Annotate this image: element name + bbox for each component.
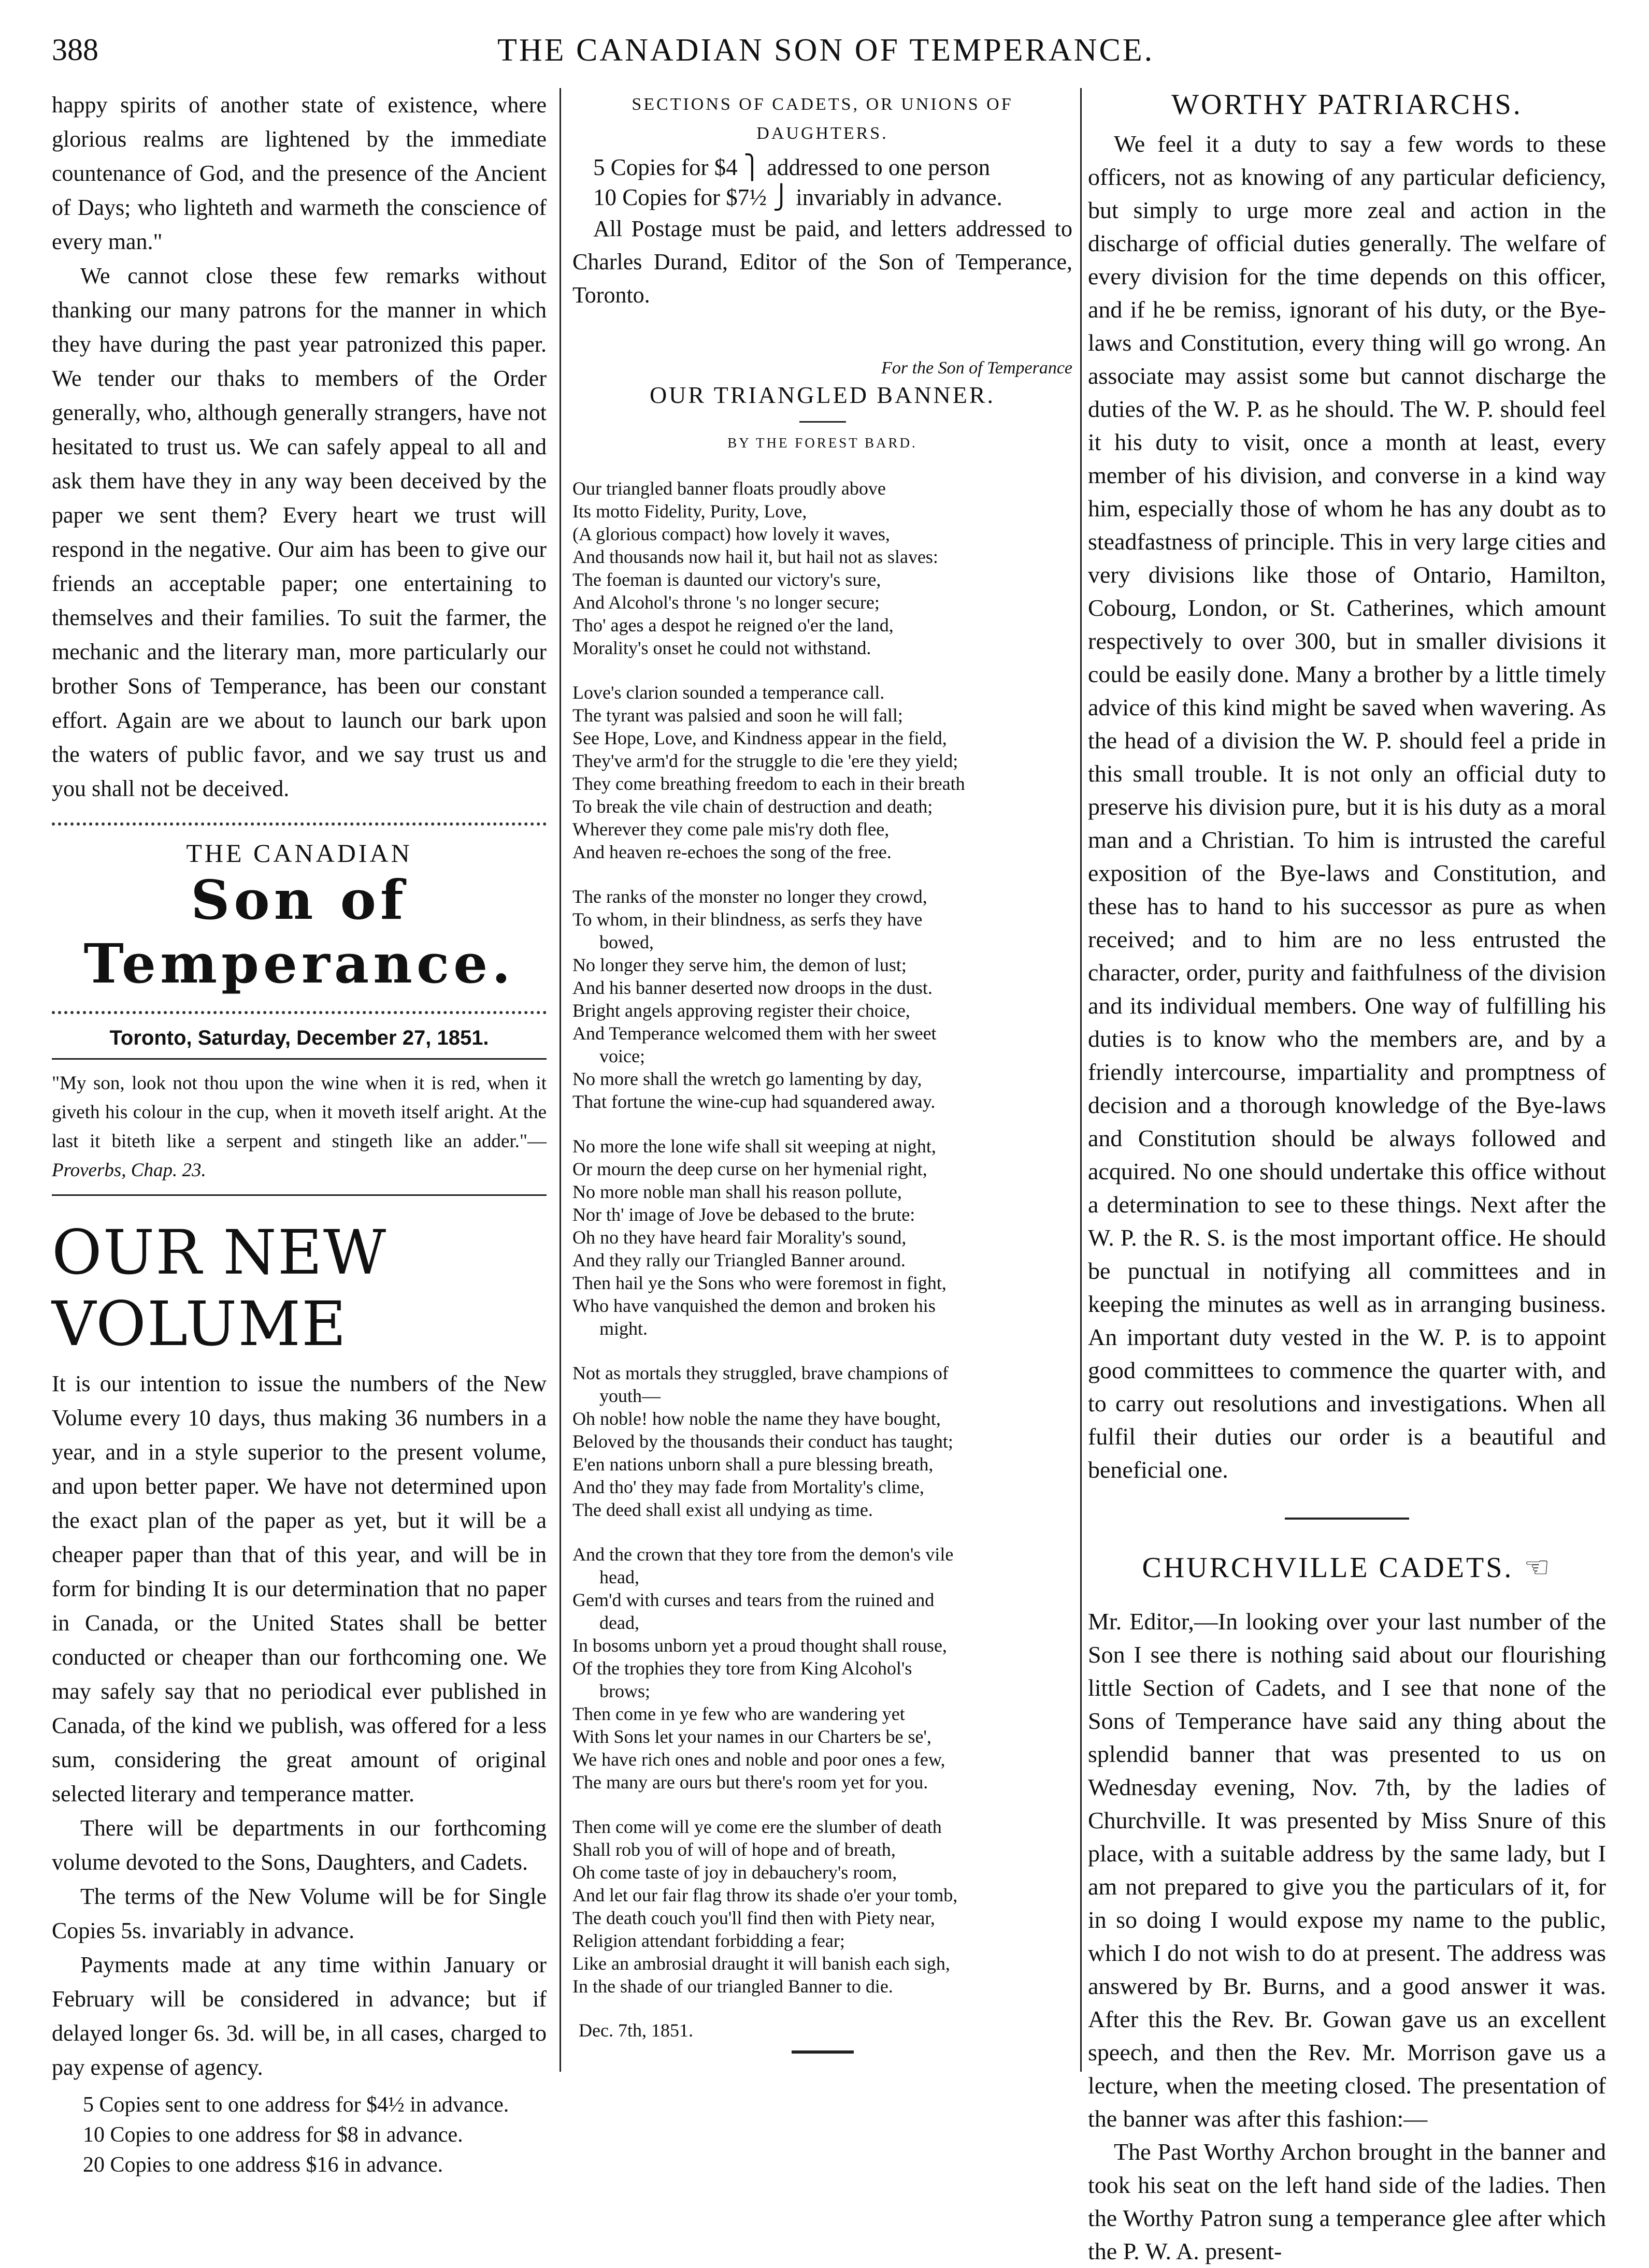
section-divider [1285, 1518, 1409, 1520]
epigraph-source: Proverbs, Chap. 23. [52, 1160, 206, 1181]
poem-body [572, 477, 1072, 1998]
poem-line: That fortune the wine-cup had squandered away. [572, 1091, 936, 1112]
poem-stanza [572, 1362, 1072, 1521]
intro-paragraph-1: happy spirits of another state of existence, where glorious realms are lightened by the immediate countenance of God, and the presence of the Ancient of Days; who lighteth and warmeth the conscience of every man." [52, 92, 547, 254]
poem-line: Of the trophies they tore from King Alcohol's [572, 1658, 912, 1679]
body-paragraph-4: Payments made at any time within January or February will be considered in advance; but if delayed longer 6s. 3d. will be, in all cases, charged to pay expense of agency. [52, 1952, 547, 2080]
rate-item: 5 Copies sent to one address for $4½ in advance. [83, 2093, 509, 2117]
running-title: THE CANADIAN SON OF TEMPERANCE. [497, 33, 1155, 68]
poem-stanza [572, 1135, 1072, 1340]
section-title-worthy-patriarchs: WORTHY PATRIARCHS. [1171, 89, 1523, 121]
poem-line: And Alcohol's throne 's no longer secure; [572, 592, 880, 613]
poem-line: E'en nations unborn shall a pure blessing breath, [572, 1454, 934, 1475]
masthead-title: Son of Temperance. [83, 868, 515, 995]
poem-line: Wherever they come pale mis'ry doth flee, [572, 819, 890, 840]
poem-line: Then come will ye come ere the slumber of death [572, 1816, 942, 1837]
headline: OUR NEW VOLUME [52, 1217, 388, 1360]
poem-line: Oh noble! how noble the name they have bought, [572, 1408, 941, 1429]
poem-line: Religion attendant forbidding a fear; [572, 1930, 845, 1951]
poem-line: No longer they serve him, the demon of lust; [572, 955, 907, 975]
column-1 [52, 88, 547, 2177]
poem-line: Like an ambrosial draught it will banish each sigh, [572, 1953, 950, 1974]
poem-line: And tho' they may fade from Mortality's clime, [572, 1477, 924, 1497]
poem-line: Shall rob you of will of hope and of breath, [572, 1839, 896, 1860]
dateline: Toronto, Saturday, December 27, 1851. [109, 1027, 489, 1049]
poem-stanza [572, 477, 1072, 659]
poem-line: And his banner deserted now droops in the dust. [572, 977, 933, 998]
poem-date: Dec. 7th, 1851. [579, 2020, 693, 2041]
poem-line: Who have vanquished the demon and broken his [572, 1295, 936, 1316]
poem-line: And Temperance welcomed them with her sweet [572, 1023, 937, 1044]
intro-paragraph-2: We cannot close these few remarks without thanking our many patrons for the manner in which they have during the past year patronized this paper. We tender our thaks to members of the Order generally, who, although generally strangers, have not hesitated to trust us. We can safely appeal to all and ask them have they in any way been deceived by the paper we sent them? Every heart we trust will respond in the negative. Our aim has been to give our friends an acceptable paper; one entertaining to themselves and their families. To suit the farmer, the mechanic and the literary man, more particularly our brother Sons of Temperance, has been our constant effort. Again are we about to launch our bark upon the waters of public favor, and we say trust us and you shall not be deceived. [52, 263, 547, 801]
poem-line: The death couch you'll find then with Piety near, [572, 1908, 935, 1928]
column-3 [1088, 88, 1606, 2264]
poem-line: Its motto Fidelity, Purity, Love, [572, 501, 807, 522]
rate-item: 10 Copies to one address for $8 in advance. [83, 2123, 463, 2147]
poem-byline: BY THE FOREST BARD. [727, 435, 917, 451]
worthy-patriarchs-text: We feel it a duty to say a few words to these officers, not as knowing of any particular deficiency, but simply to urge more zeal and action in the discharge of official duties generally. The welfare of every division for the time depends on this officer, and if he be remiss, ignorant of his duty, or the Bye-laws and Constitution, every thing will go wrong. An associate may assist some but cannot discharge the duties of the W. P. as he should. The W. P. should feel it his duty to visit, once a month at least, every member of his division, and converse in a kind way him, especially those of whom he has any doubt as to steadfastness of principle. This in very large cities and very divisions like those of Ontario, Hamilton, Cobourg, London, or St. Catherines, which amount respectively to over 300, but in smaller divisions it could be easily done. Many a brother by a little timely advice of this kind might be saved when wavering. As the head of a division the W. P. should feel a pride in this small trouble. It is not only an official duty to preserve his division pure, but it is his duty as a moral man and a Christian. To him is intrusted the careful exposition of the Bye-laws and Constitution, and these has to hand to his successor as pure as when received; and to him are no less entrusted the character, order, purity and faithfulness of the division and its individual members. One way of fulfilling his duties is to know who the members are, and by a friendly intercourse, impartiality and promptness of decision and a thorough knowledge of the Bye-laws and Constitution should be always followed and acquired. No one should undertake this office without a determination to see to these things. Next after the W. P. the R. S. is the most important office. He should be punctual in notifying all committees and in keeping the minutes as well as in arranging business. An important duty vested in the W. P. is to appoint good committees to commence the quarter with, and to carry out resolutions and investigations. When all fulfil their duties our order is a beautiful and beneficial one. [1088, 131, 1606, 1483]
churchville-paragraph-2: The Past Worthy Archon brought in the banner and took his seat on the left hand side of the ladies. Then the Worthy Patron sung a temperance glee after which the P. W. A. present- [1088, 2139, 1606, 2264]
poem-line: And they rally our Triangled Banner around. [572, 1250, 906, 1270]
body-paragraph-3: The terms of the New Volume will be for Single Copies 5s. invariably in advance. [52, 1884, 547, 1943]
column-2 [572, 88, 1072, 2074]
poem-line: youth— [599, 1385, 661, 1406]
body-paragraph-1: It is our intention to issue the numbers of the New Volume every 10 days, thus making 36 numbers in a year, and in a style superior to the present volume, and upon better paper. We have not determined upon the exact plan of the paper as yet, but it will be a cheaper paper than that of this year, and will be in form for binding It is our determination that no paper in Canada, or the United States shall be better conducted or cheaper than our forthcoming one. We may safely say that no periodical ever published in Canada, of the kind we publish, was offered for a less sum, considering the great amount of original selected literary and temperance matter. [52, 1371, 547, 1807]
poem-line: No more noble man shall his reason pollute, [572, 1181, 902, 1202]
poem-line: Love's clarion sounded a temperance call. [572, 682, 885, 703]
poem-stanza [572, 681, 1072, 863]
poem-line: Our triangled banner floats proudly above [572, 478, 886, 499]
postage-notice: All Postage must be paid, and letters addressed to Charles Durand, Editor of the Son of Temperance, Toronto. [572, 216, 1072, 308]
poem-line: Gem'd with curses and tears from the ruined and [572, 1590, 935, 1610]
poem-line: Oh come taste of joy in debauchery's room, [572, 1862, 897, 1883]
ornamental-divider-2 [52, 998, 547, 1014]
poem-line: See Hope, Love, and Kindness appear in the field, [572, 728, 947, 748]
copies-line: 10 Copies for $7½ ⎭ invariably in advance. [593, 184, 1002, 210]
rate-item: 20 Copies to one address $16 in advance. [83, 2153, 443, 2177]
page-number: 388 [52, 33, 98, 67]
poem-line: Tho' ages a despot he reigned o'er the land, [572, 615, 894, 635]
poem-line: The deed shall exist all undying as time. [572, 1499, 873, 1520]
page-header [52, 32, 1606, 79]
poem-line: Not as mortals they struggled, brave champions of [572, 1363, 949, 1383]
poem-title: OUR TRIANGLED BANNER. [649, 382, 996, 408]
poem-line: Bright angels approving register their choice, [572, 1000, 910, 1021]
churchville-paragraph-1: Mr. Editor,—In looking over your last number of the Son I see there is nothing said about our flourishing little Section of Cadets, and I see that none of the Sons of Temperance have said any thing about the splendid banner that was presented to us on Wednesday evening, Nov. 7th, by the ladies of Churchville. It was presented by Miss Snure of this place, with a suitable address by the same lady, but I am not prepared to give you the particulars of it, for in so doing I would expose my name to the public, which I do not wish to do at present. The address was answered by Br. Burns, and a good answer it was. After this the Rev. Br. Gowan gave us an excellent speech, and then the Rev. Mr. Morrison gave us a lecture, when the meeting closed. The presentation of the banner was after this fashion:— [1088, 1608, 1606, 2132]
poem-line: We have rich ones and noble and poor ones a few, [572, 1749, 945, 1770]
poem-line: They come breathing freedom to each in their breath [572, 773, 965, 794]
short-rule [799, 421, 846, 423]
pointing-hand-icon: ☜ [1524, 1552, 1552, 1584]
poem-line: No more shall the wretch go lamenting by day, [572, 1068, 922, 1089]
poem-stanza [572, 885, 1072, 1113]
poem-stanza [572, 1543, 1072, 1794]
poem-line: might. [599, 1318, 648, 1339]
poem-line: They've arm'd for the struggle to die 'ere they yield; [572, 750, 958, 771]
poem-line: To whom, in their blindness, as serfs they have [572, 909, 923, 930]
poem-line: Or mourn the deep curse on her hymenial right, [572, 1159, 927, 1179]
epigraph [52, 1058, 547, 1196]
poem-credit: For the Son of Temperance [881, 358, 1072, 378]
poem-line: The ranks of the monster no longer they crowd, [572, 886, 927, 907]
poem-line: (A glorious compact) how lovely it waves, [572, 524, 890, 544]
body-paragraph-2: There will be departments in our forthcoming volume devoted to the Sons, Daughters, and Cadets. [52, 1815, 547, 1875]
poem-line: Then come in ye few who are wandering yet [572, 1703, 905, 1724]
poem-line: voice; [599, 1046, 645, 1066]
poem-line: Then hail ye the Sons who were foremost in fight, [572, 1273, 947, 1293]
ornamental-divider [52, 809, 547, 826]
poem-line: In bosoms unborn yet a proud thought shall rouse, [572, 1635, 947, 1656]
poem-line: dead, [599, 1612, 639, 1633]
sections-title: SECTIONS OF CADETS, OR UNIONS OF DAUGHTERS. [632, 95, 1013, 143]
poem-line: And let our fair flag throw its shade o'er your tomb, [572, 1885, 958, 1905]
column-rule-right [1080, 88, 1082, 2072]
end-ornament [792, 2050, 854, 2054]
poem-stanza [572, 1815, 1072, 1998]
poem-line: And thousands now hail it, but hail not as slaves: [572, 546, 938, 567]
poem-line: The foeman is daunted our victory's sure, [572, 569, 881, 590]
poem-line: brows; [599, 1681, 650, 1701]
poem-line: And heaven re-echoes the song of the free. [572, 842, 892, 862]
copies-line: 5 Copies for $4 ⎫ addressed to one person [593, 154, 991, 180]
poem-line: The tyrant was palsied and soon he will fall; [572, 705, 903, 726]
poem-line: With Sons let your names in our Charters be se', [572, 1726, 931, 1747]
masthead-small: THE CANADIAN [186, 839, 412, 868]
poem-line: Nor th' image of Jove be debased to the brute: [572, 1204, 915, 1225]
poem-line: And the crown that they tore from the demon's vile [572, 1544, 954, 1565]
poem-line: Oh no they have heard fair Morality's sound, [572, 1227, 907, 1248]
rates-list [83, 2090, 547, 2180]
poem-line: No more the lone wife shall sit weeping at night, [572, 1136, 936, 1157]
churchville-title-text: CHURCHVILLE CADETS. [1142, 1552, 1514, 1584]
poem-line: In the shade of our triangled Banner to die. [572, 1976, 893, 1997]
poem-line: bowed, [599, 932, 654, 952]
poem-line: Morality's onset he could not withstand. [572, 638, 871, 658]
epigraph-text: "My son, look not thou upon the wine when it is red, when it giveth his colour in the cup, when it moveth itself aright. At the last it biteth like a serpent and stingeth like an adder."— [52, 1073, 547, 1152]
poem-line: The many are ours but there's room yet for you. [572, 1772, 928, 1793]
column-rule-left [560, 88, 561, 2072]
poem-line: head, [599, 1567, 639, 1587]
poem-line: Beloved by the thousands their conduct has taught; [572, 1431, 953, 1452]
poem-line: To break the vile chain of destruction and death; [572, 796, 933, 817]
section-title-churchville [1088, 1551, 1606, 1584]
